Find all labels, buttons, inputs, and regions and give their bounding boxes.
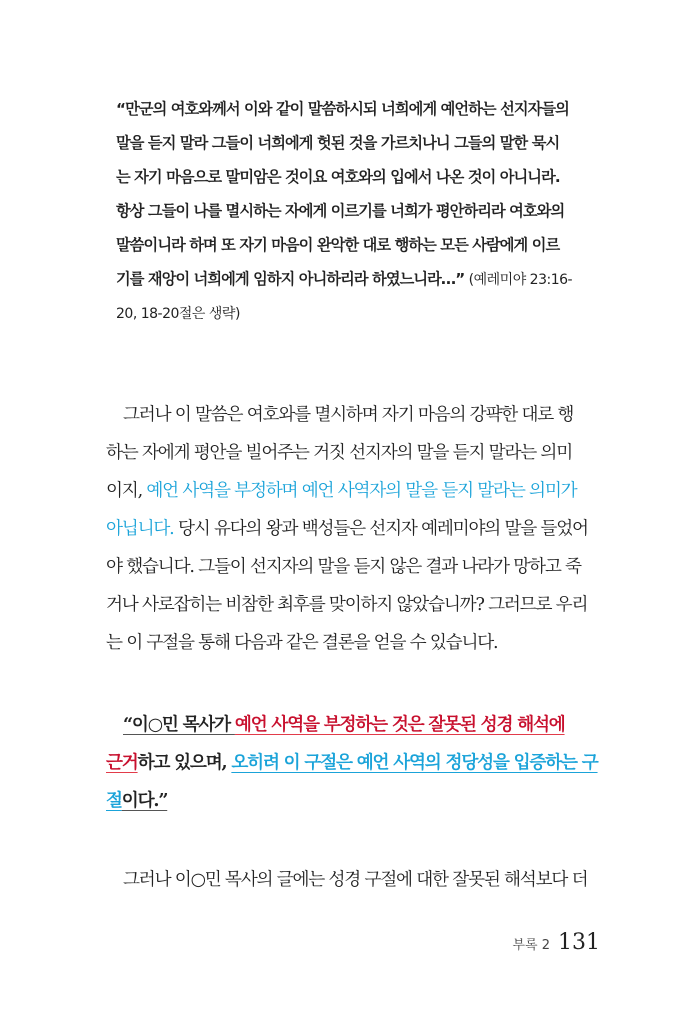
text-line: 그러나 이 말씀은 여호와를 멸시하며 자기 마음의 강퍅한 대로 행 xyxy=(123,405,574,425)
text-line xyxy=(106,472,604,510)
text-segment: 당시 유다의 왕과 백성들은 선지자 예레미야의 말을 들었어 xyxy=(173,519,588,539)
text-line: 그러나 이○민 목사의 글에는 성경 구절에 대한 잘못된 해석보다 더 xyxy=(123,870,588,890)
text-line xyxy=(106,744,604,782)
text-line: 는 이 구절을 통해 다음과 같은 결론을 얻을 수 있습니다. xyxy=(106,633,498,653)
quote-line: 기를 재앙이 너희에게 임하지 아니하리라 하였느니라…” xyxy=(116,270,465,288)
emphasis-blue-text: 절 xyxy=(106,790,122,811)
quote-line-with-citation xyxy=(116,262,596,297)
body-paragraph xyxy=(106,396,604,662)
emphasis-red-text: 근거 xyxy=(106,752,138,773)
section-label: 부록 2 xyxy=(512,938,550,953)
body-paragraph xyxy=(106,861,604,899)
quote-line: 말씀이니라 하며 또 자기 마음이 완악한 대로 행하는 모든 사람에게 이르 xyxy=(116,236,560,254)
text-line xyxy=(106,782,604,820)
text-line xyxy=(106,706,604,744)
quote-line: 말을 듣지 말라 그들이 너희에게 헛된 것을 가르치나니 그들의 말한 묵시 xyxy=(116,134,560,152)
text-segment: “이○민 목사가 xyxy=(123,714,235,735)
text-segment: 이다.” xyxy=(121,790,168,811)
quote-line: “만군의 여호와께서 이와 같이 말씀하시되 너희에게 예언하는 선지자들의 xyxy=(116,100,569,118)
text-segment: 이지, xyxy=(106,481,147,501)
emphasis-text: 예언 사역을 부정하며 예언 사역자의 말을 듣지 말라는 의미가 xyxy=(146,481,577,501)
text-line: 거나 사로잡히는 비참한 최후를 맞이하지 않았습니까? 그러므로 우리 xyxy=(106,595,588,615)
quote-line: 항상 그들이 나를 멸시하는 자에게 이르기를 너희가 평안하리라 여호와의 xyxy=(116,202,565,220)
emphasis-blue-text: 오히려 이 구절은 예언 사역의 정당성을 입증하는 구 xyxy=(231,752,598,773)
quote-line: 는 자기 마음으로 말미암은 것이요 여호와의 입에서 나온 것이 아니니라. xyxy=(116,168,560,186)
text-segment: 하고 있으며, xyxy=(137,752,232,773)
scripture-quote xyxy=(116,92,596,331)
conclusion-quote xyxy=(106,706,604,820)
page-footer xyxy=(512,930,600,955)
page-number: 131 xyxy=(558,930,600,955)
emphasis-red-text: 예언 사역을 부정하는 것은 잘못된 성경 해석에 xyxy=(234,714,565,735)
emphasis-text: 아닙니다. xyxy=(106,519,174,539)
citation: (예레미야 23:16- xyxy=(468,272,573,288)
text-line: 하는 자에게 평안을 빌어주는 거짓 선지자의 말을 듣지 말라는 의미 xyxy=(106,443,573,463)
citation-continued: 20, 18-20절은 생략) xyxy=(116,306,240,322)
text-line: 야 했습니다. 그들이 선지자의 말을 듣지 않은 결과 나라가 망하고 죽 xyxy=(106,557,581,577)
text-line xyxy=(106,510,604,548)
